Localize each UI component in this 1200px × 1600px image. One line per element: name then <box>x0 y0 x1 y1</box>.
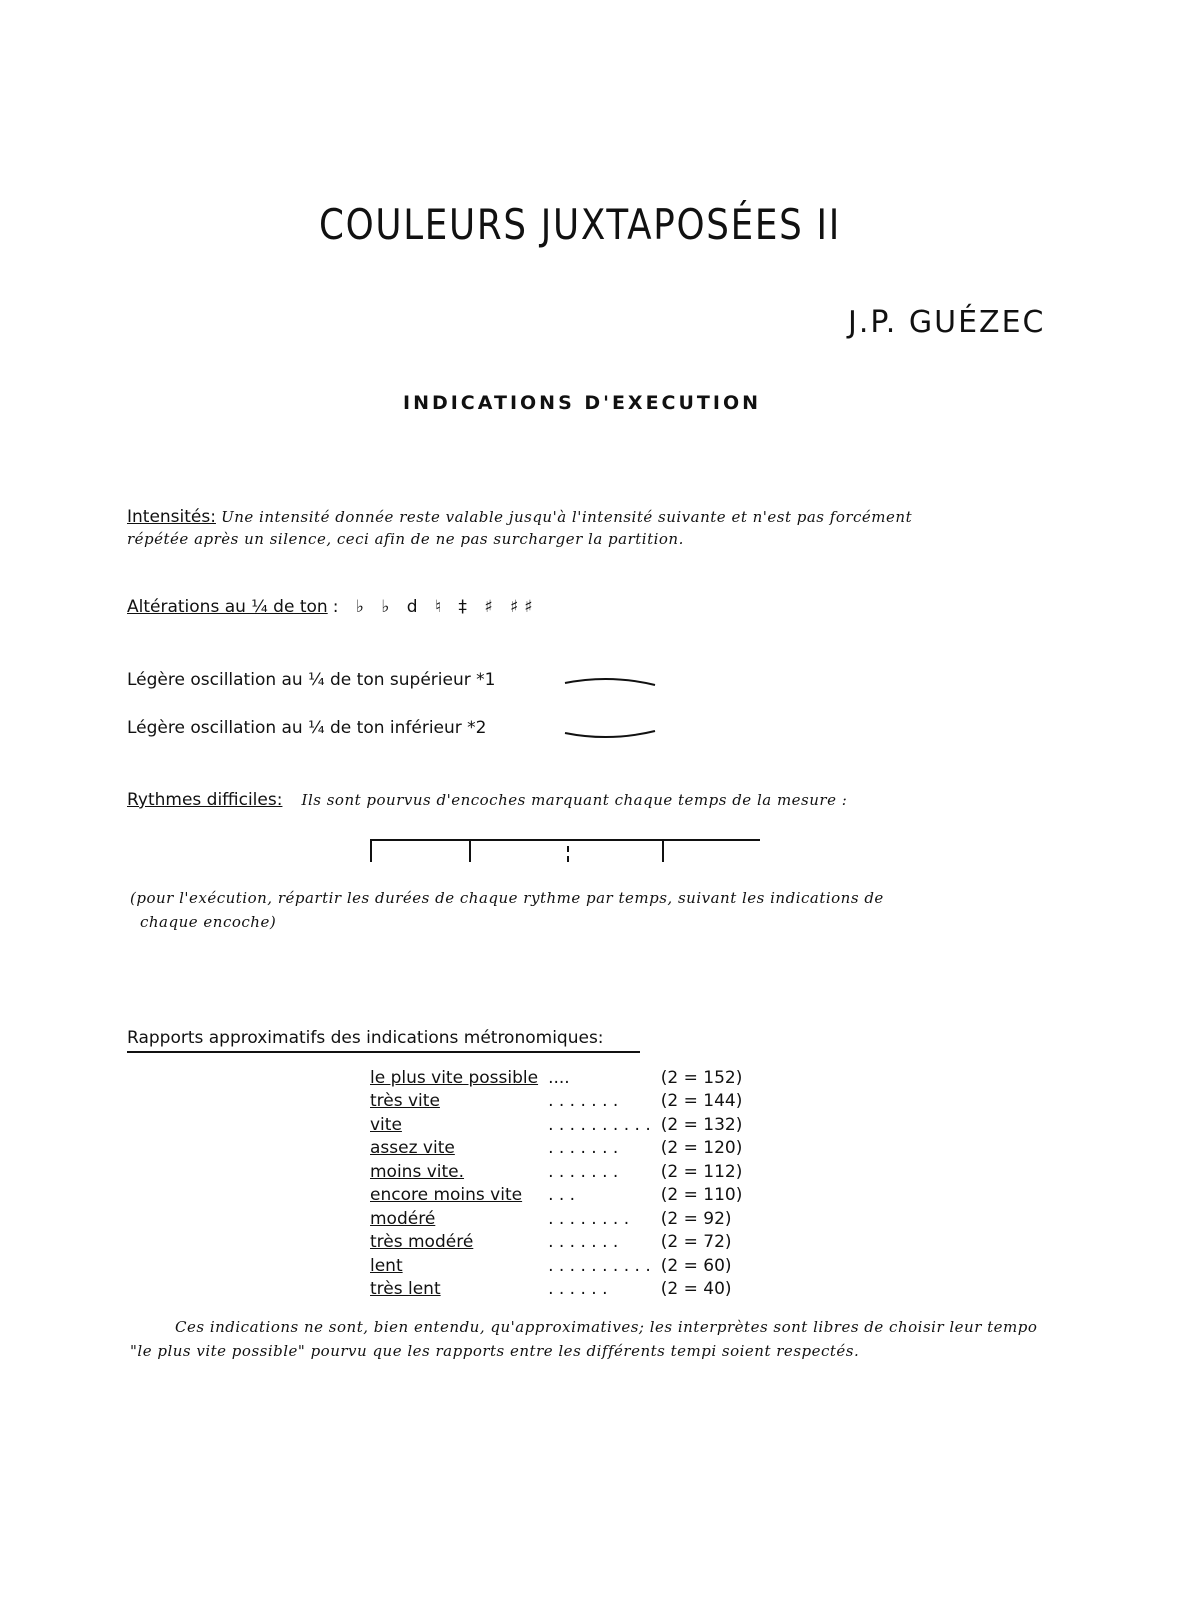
page-title: COULEURS JUXTAPOSÉES II <box>318 200 842 249</box>
tempo-dots: . . . <box>548 1185 576 1206</box>
tempo-name: encore moins vite <box>370 1185 523 1206</box>
rhythm-notch-diagram <box>370 840 760 862</box>
oscillation-superieur: Légère oscillation au ¼ de ton supérieur *1 <box>127 670 496 690</box>
tempo-dots: . . . . . . . . <box>548 1208 630 1229</box>
tempo-name: très lent <box>370 1279 441 1300</box>
tempo-dots: . . . . . . . <box>548 1138 619 1159</box>
alterations-label: Altérations au ¼ de ton <box>127 597 328 617</box>
tempo-value: (2 = 110) <box>660 1185 743 1206</box>
tempo-value: (2 = 60) <box>660 1255 732 1276</box>
tempo-value: (2 = 92) <box>660 1208 732 1229</box>
footer-line1: Ces indications ne sont, bien entendu, qu'approximatives; les interprètes sont libres de choisir leur tempo <box>175 1318 1038 1336</box>
tempo-value: (2 = 132) <box>660 1114 743 1135</box>
tempo-value: (2 = 112) <box>660 1161 743 1182</box>
tempo-value: (2 = 72) <box>660 1232 732 1253</box>
author: J.P. GUÉZEC <box>848 305 1046 340</box>
tempo-dots: .... <box>548 1067 570 1088</box>
oscillation-sup-curve <box>565 679 655 685</box>
tempo-dots: . . . . . . . . . . <box>548 1255 651 1276</box>
tempo-value: (2 = 120) <box>660 1138 743 1159</box>
rythmes-note-line2: chaque encoche) <box>140 913 277 931</box>
tempo-dots: . . . . . . . <box>548 1232 619 1253</box>
tempo-name: très vite <box>370 1091 440 1112</box>
tempo-name: très modéré <box>370 1232 474 1253</box>
tempo-value: (2 = 144) <box>660 1091 743 1112</box>
intensites-line1: Une intensité donnée reste valable jusqu'à l'intensité suivante et n'est pas forcément <box>221 508 913 526</box>
alterations-symbols: : ♭ ♭ d ♮ ‡ ♯ ♯♯ <box>332 597 539 617</box>
rythmes-text: Ils sont pourvus d'encoches marquant chaque temps de la mesure : <box>301 791 848 809</box>
tempo-list <box>370 1066 742 1301</box>
oscillation-inf-curve <box>565 731 655 737</box>
tempo-name: lent <box>370 1255 403 1276</box>
section-heading: INDICATIONS D'EXECUTION <box>403 392 762 414</box>
footer-line2: "le plus vite possible" pourvu que les rapports entre les différents tempi soient respectés. <box>130 1342 860 1360</box>
rythmes-label: Rythmes difficiles: <box>127 790 283 810</box>
tempo-dots: . . . . . . . . . . <box>548 1114 651 1135</box>
tempo-dots: . . . . . . . <box>548 1091 619 1112</box>
intensites-line2: répétée après un silence, ceci afin de ne pas surcharger la partition. <box>127 530 684 548</box>
tempo-name: assez vite <box>370 1138 455 1159</box>
oscillation-inferieur: Légère oscillation au ¼ de ton inférieur *2 <box>127 718 487 738</box>
tempo-name: modéré <box>370 1208 436 1229</box>
rapports-label: Rapports approximatifs des indications métronomiques: <box>127 1028 604 1048</box>
tempo-dots: . . . . . . <box>548 1279 608 1300</box>
tempo-dots: . . . . . . . <box>548 1161 619 1182</box>
rythmes-note-line1: (pour l'exécution, répartir les durées de chaque rythme par temps, suivant les indications de <box>130 889 884 907</box>
intensites-label: Intensités: <box>127 507 216 527</box>
tempo-name: vite <box>370 1114 402 1135</box>
tempo-value: (2 = 40) <box>660 1279 732 1300</box>
tempo-name: le plus vite possible <box>370 1067 539 1088</box>
tempo-name: moins vite. <box>370 1161 465 1182</box>
tempo-value: (2 = 152) <box>660 1067 743 1088</box>
